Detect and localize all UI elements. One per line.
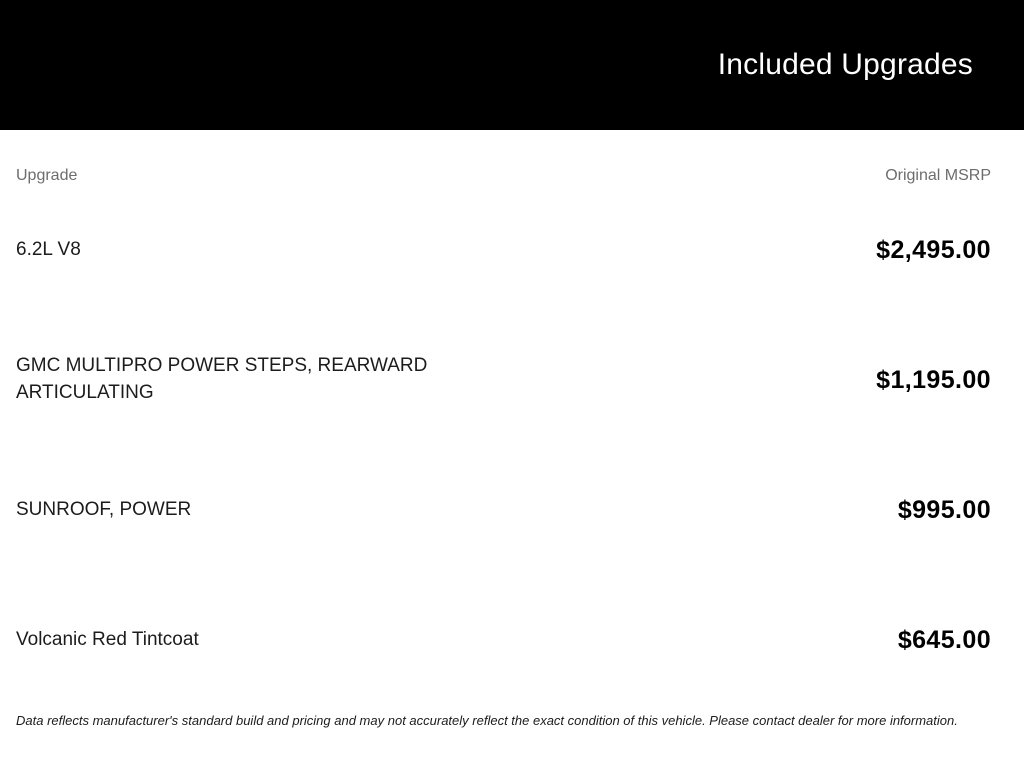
disclaimer-text: Data reflects manufacturer's standard build and pricing and may not accurately reflect the exact condition of this vehicle. Please contact dealer for more information. [16,713,958,728]
upgrade-name: SUNROOF, POWER [16,498,192,520]
upgrade-name: GMC MULTIPRO POWER STEPS, REARWARD ARTICULATING [16,355,428,403]
column-header-original-msrp: Original MSRP [885,167,991,184]
upgrade-name: Volcanic Red Tintcoat [16,628,199,650]
upgrade-price: $995.00 [897,495,991,524]
table-row [16,185,991,315]
upgrade-name: 6.2L V8 [16,238,81,260]
upgrade-price: $645.00 [897,625,991,654]
table-row [16,315,991,445]
table-row [16,445,991,575]
table-row [16,575,991,705]
page-title: Included Upgrades [717,48,973,81]
column-header-upgrade: Upgrade [16,167,78,184]
table-column-headers [16,130,991,185]
upgrade-price: $1,195.00 [876,365,991,394]
included-upgrades-table [0,130,1024,728]
upgrade-price: $2,495.00 [876,235,991,264]
page-banner [0,0,1024,130]
